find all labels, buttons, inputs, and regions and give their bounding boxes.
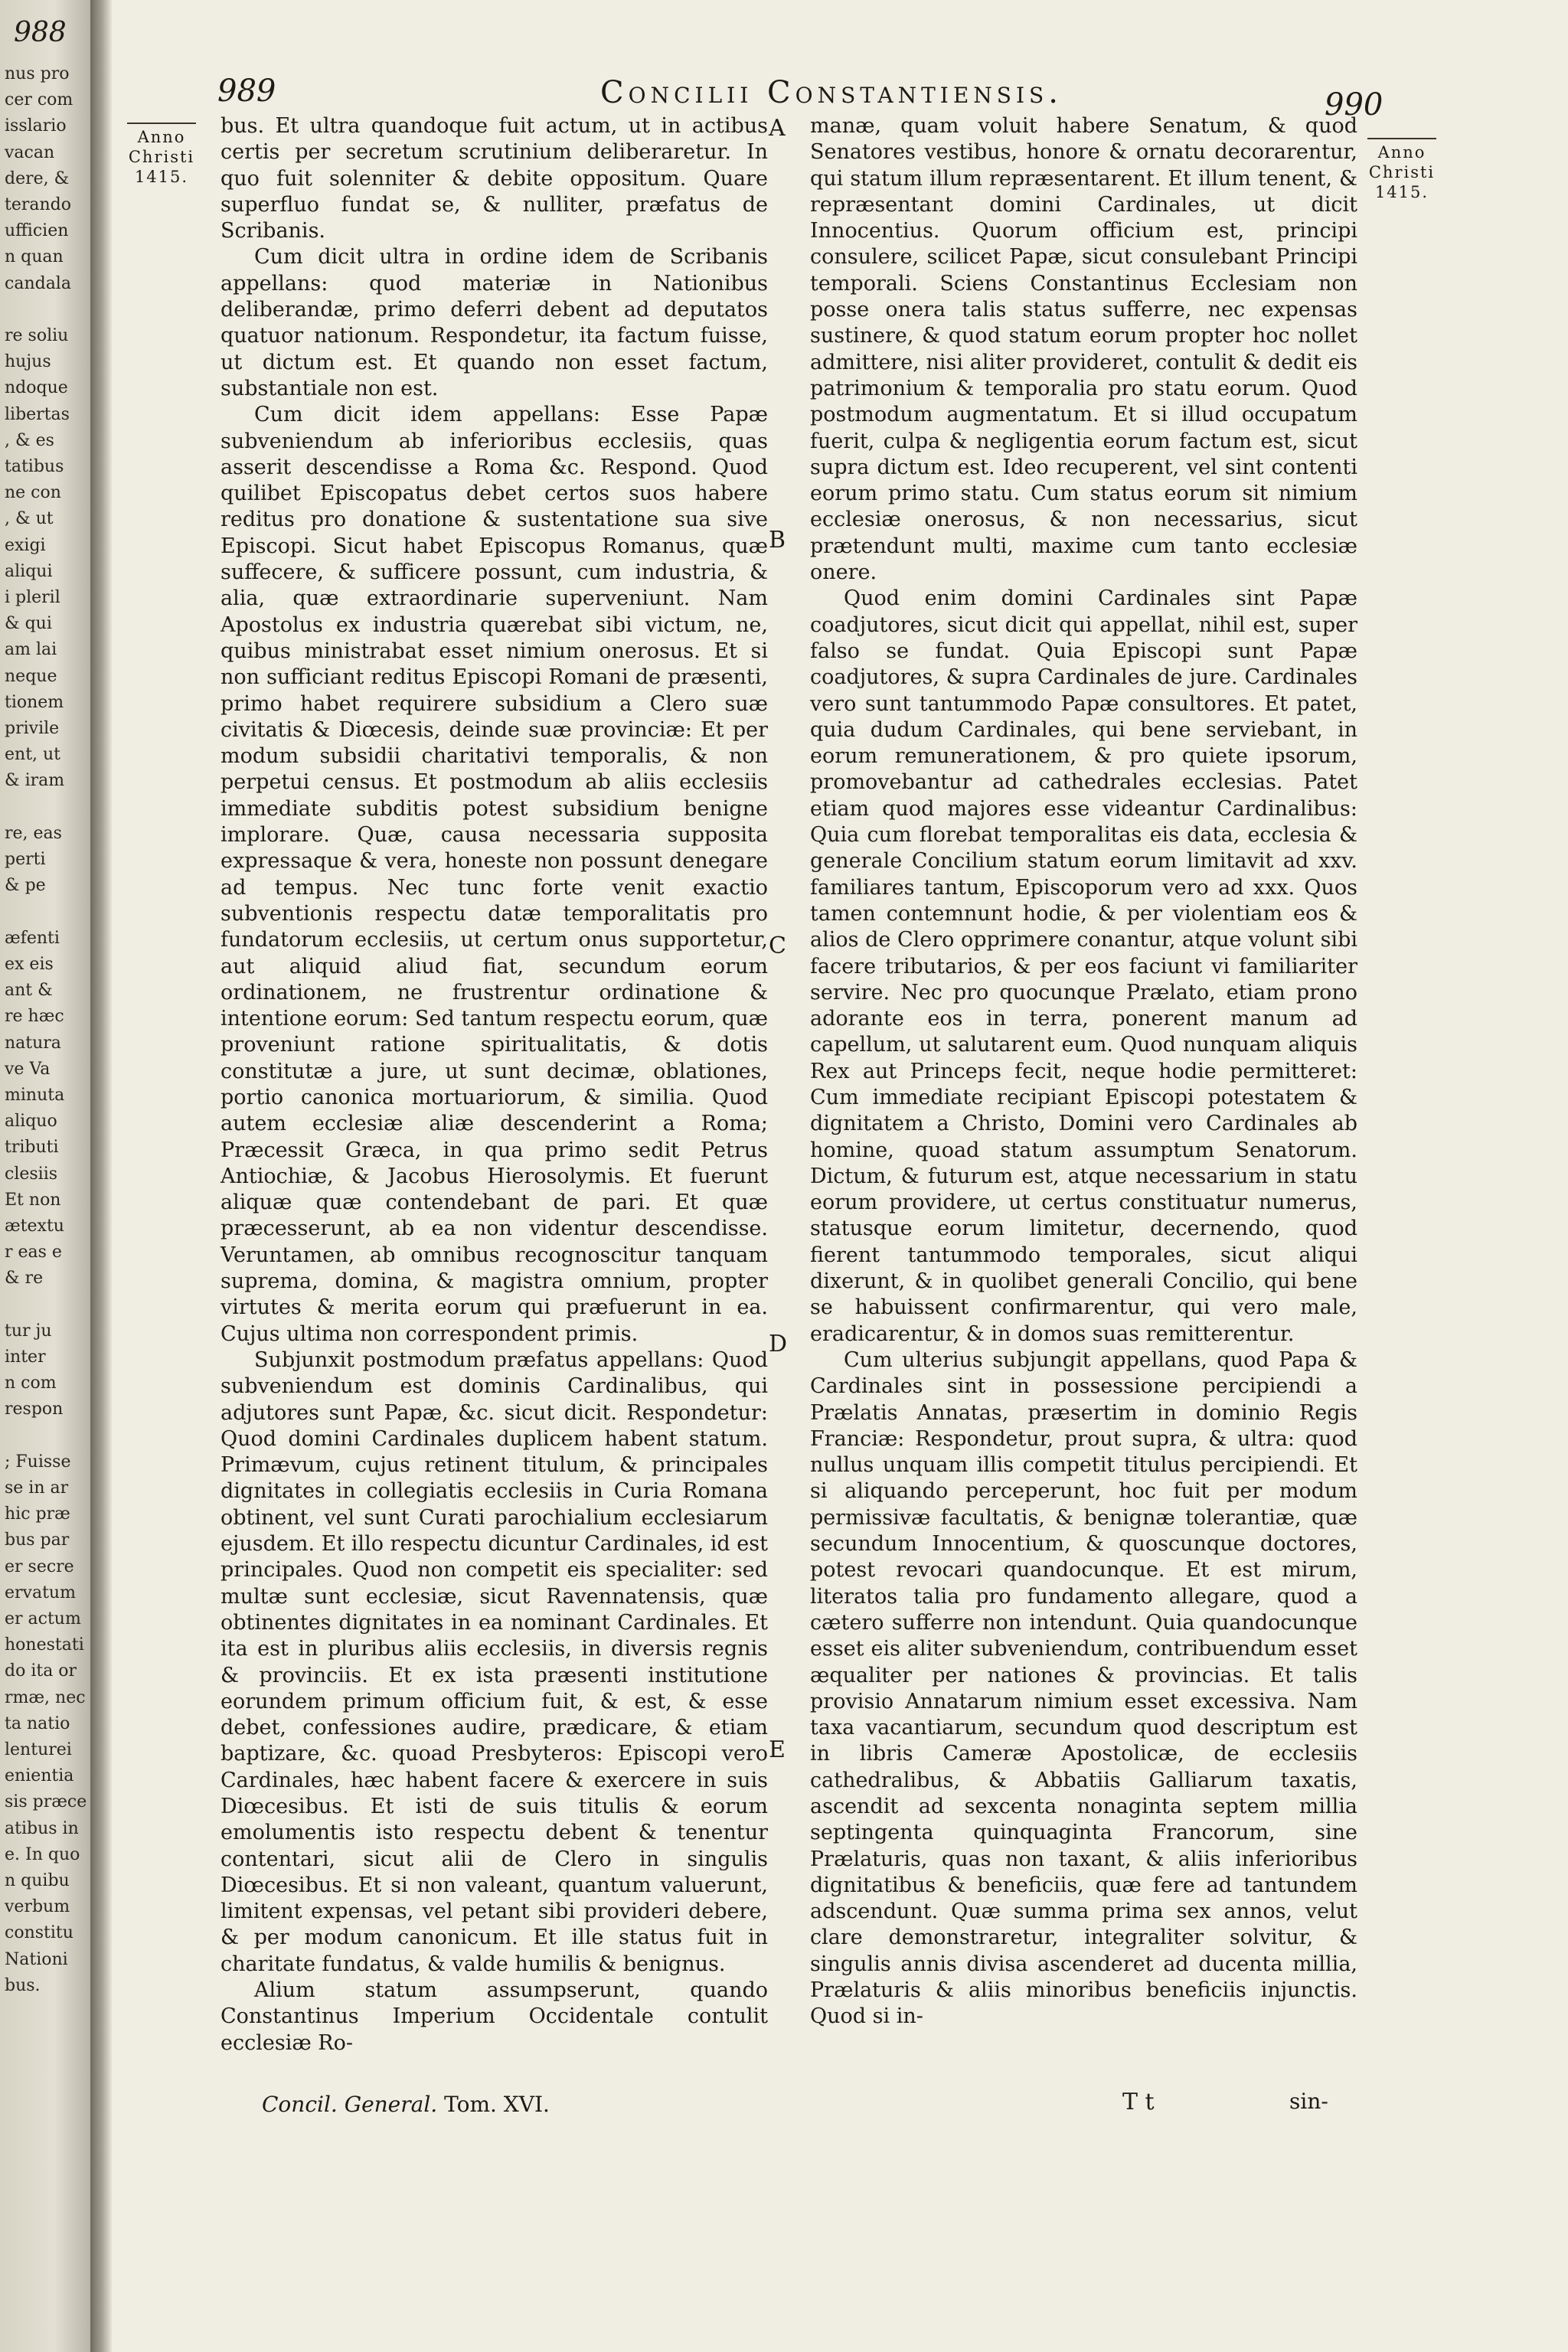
previous-page-fragment: ent, ut [5,745,61,765]
previous-page-fragment: inter [5,1347,46,1367]
previous-page-fragment: neque [5,666,57,686]
previous-page-fragment: ve Va [5,1059,51,1079]
previous-page-fragment: e. In quo [5,1844,80,1864]
previous-page-fragment: er secre [5,1557,74,1576]
previous-page-fragment: re, eas [5,823,62,843]
previous-page-fragment: ufficien [5,221,69,241]
previous-page-fragment: n quibu [5,1871,70,1891]
left-paragraph: Subjunxit postmodum præfatus appellans: Quod subveniendum est dominis Cardinalibus, qui adjutores sunt Papæ, &c. sicut dicit. Respondetur: Quod domini Cardinales duplicem habent statum. Primævum, cujus retinent titulum, & principales dignitates in collegiatis ecclesiis in Curia Romana obtinent, vel sunt Curati parochialium ecclesiarum ejusdem. Et illo respectu dicuntur Cardinales, id est principales. Quod non competit eis specialiter: sed multæ sunt ecclesiæ, sicut Ravennatensis, quæ obtinentes dignitates in ea nominant Cardinales. Et ita est in pluribus aliis ecclesiis, in diversis regnis & provinciis. Et ex ista præsenti institutione eorundem primum officium fuit, & est, & esse debet, confessiones audire, prædicare, & etiam baptizare, &c. quoad Presbyteros: Episcopi vero Cardinales, hæc habent facere & exercere in suis Diœcesibus. Et isti de suis titulis & eorum emolumentis isto respectu debent & tenentur contentari, sicut alii de Clero in singulis Diœcesibus. Et si non valeant, quantum valuerunt, limitent expensas, vel petant sibi provideri debere, & per modum canonicum. Et ille status fuit in charitate fundatus, & valde humilis & benignus. [220,1348,768,1976]
previous-page-fragment: tur ju [5,1321,52,1341]
previous-page-fragment: sis præce [5,1792,87,1812]
previous-page-fragment: æfenti [5,928,60,948]
previous-page-fragment: cer com [5,90,74,110]
folio-left: 989 [217,74,276,109]
previous-page-edge [0,0,90,2352]
signature-mark: T t [1122,2089,1155,2115]
folio-right: 990 [1325,87,1383,122]
previous-page-fragment: isslario [5,116,67,136]
previous-page-fragment: am lai [5,640,57,660]
right-text-column [810,113,1357,2030]
previous-page-fragment: ; Fuisse [5,1452,71,1472]
previous-page-fragment: Nationi [5,1949,68,1969]
previous-page-fragment: aliqui [5,561,53,581]
previous-page-text-fragments [5,61,87,1999]
previous-page-fragment: minuta [5,1085,65,1105]
previous-page-fragment: tributi [5,1138,59,1158]
previous-page-fragment: respon [5,1400,64,1419]
previous-page-fragment: ta natio [5,1713,70,1733]
previous-page-fragment: do ita or [5,1661,77,1681]
previous-page-fragment: clesiis [5,1164,58,1184]
book-gutter [90,0,112,2352]
previous-page-fragment [5,1292,81,1318]
previous-page-fragment: & re [5,1269,44,1289]
right-paragraph: Cum ulterius subjungit appellans, quod Papa & Cardinales sint in possessione percipiendi a Prælatis Annatas, præsertim in dominio Regis Franciæ: Respondetur, prout supra, & ultra: quod nullus unquam illis competit titulus percipiendi. Et si aliquando perceperunt, hoc fuit per modum permissivæ facultatis, & benignæ tolerantiæ, quæ secundum Innocentium, & quoscunque doctores, potest revocari quandocunque. Et est mirum, literatos talia pro fundamento allegare, quod a cætero sufferre non intendunt. Quia quandocunque esset eis aliter subveniendum, contribuendum esset æqualiter per nationes & provincias. Et talis provisio Annatarum nimium esset excessiva. Nam taxa vacantiarum, secundum quod descriptum est in libris Cameræ Apostolicæ, de ecclesiis cathedralibus, & Abbatiis Galliarum taxatis, ascendit ad sexcenta nonaginta septem millia septingenta quinquaginta Francorum, sine Prælaturis, quas non taxant, & aliis inferioribus dignitatibus & beneficiis, quæ fere ad tantundem adscendunt. Quæ summa prima sex annos, velut clare demonstraretur, integraliter solvitur, & singulis annis divisa ascenderet ad ducenta millia, Prælaturis & aliis minoribus beneficiis injunctis. Quod si in- [810,1348,1357,2029]
signature-line: Concil. General. Tom. XVI. [262,2092,550,2117]
anno-christi-left: Anno Christi 1415. [112,122,211,187]
previous-page-fragment: dere, & [5,168,70,188]
previous-page-fragment: ætextu [5,1216,64,1236]
previous-page-fragment: er actum [5,1609,81,1628]
previous-page-fragment: tatibus [5,457,64,477]
previous-page-fragment [5,1423,81,1449]
previous-page-fragment: & iram [5,771,65,791]
previous-page-fragment: Et non [5,1190,61,1210]
previous-page-fragment: privile [5,719,60,739]
previous-page-fragment: hic præ [5,1504,70,1524]
previous-page-fragment: candala [5,273,71,293]
previous-page-fragment: libertas [5,404,70,424]
previous-page-fragment: hujus [5,352,51,372]
previous-page-fragment: & pe [5,876,46,896]
previous-page-fragment: atibus in [5,1818,79,1838]
previous-page-fragment: constitu [5,1923,74,1943]
left-paragraph: Cum dicit ultra in ordine idem de Scribanis appellans: quod materiæ in Nationibus deliberandæ, primo deferri debent ad deputatos quatuor nationum. Respondetur, ita factum fuisse, ut dictum est. Et quando non esset factum, substantiale non est. [220,245,768,400]
previous-page-fragment [5,297,81,323]
previous-page-fragment: ndoque [5,378,68,398]
previous-page-fragment: honestati [5,1635,84,1655]
previous-page-fragment: aliquo [5,1112,57,1132]
previous-page-fragment: vacan [5,142,55,162]
page-spread [112,0,1568,2352]
previous-page-fragment: , & ut [5,509,54,529]
previous-page-fragment: n com [5,1374,57,1393]
running-header [112,67,1568,122]
previous-page-fragment: re hæc [5,1007,64,1027]
left-paragraph: Alium statum assumpserunt, quando Constantinus Imperium Occidentale contulit ecclesiæ Ro- [220,1978,768,2055]
previous-page-fragment: lenturei [5,1740,72,1759]
previous-page-fragment: ne con [5,483,61,503]
previous-page-fragment: , & es [5,430,54,450]
previous-page-fragment: ant & [5,981,53,1001]
previous-page-fragment: bus. [5,1975,41,1995]
section-marker-a: A [769,115,786,142]
section-marker-c: C [769,933,786,959]
section-marker-d: D [769,1331,788,1357]
previous-page-fragment: natura [5,1033,61,1053]
previous-page-fragment: ervatum [5,1583,76,1602]
previous-page-fragment: enientia [5,1766,74,1786]
previous-page-folio: 988 [14,17,67,48]
previous-page-fragment: nus pro [5,64,70,83]
right-paragraph: Quod enim domini Cardinales sint Papæ coadjutores, sicut dicit qui appellat, nihil est, super falso se fundat. Quia Episcopi sunt Papæ coadjutores, & supra Cardinales de jure. Cardinales vero sunt tantummodo Papæ consultores. Et patet, quia dudum Cardinales, qui bene serviebant, in eorum remunerationem, & pro quiete ipsorum, promovebantur ad cathedrales ecclesias. Patet etiam quod majores esse videantur Cardinalibus: Quia cum florebat temporalitas eis data, ecclesia & generale Concilium statum eorum limitavit ad xxv. familiares tantum, Episcoporum vero ad xxx. Quos tamen contemnunt hodie, & per violentiam eos & alios de Clero opprimere conantur, atque volunt sibi facere tributarios, & per eos faciunt vi familiariter servire. Nec pro quocunque Prælato, etiam prono adorante eos in terra, ponerent manum ad capellum, ut salutarent eum. Quod nunquam aliquis Rex aut Princeps fecit, neque hodie permitteret: Cum immediate recipiant Episcopi potestatem & dignitatem a Christo, Domini vero Cardinales ab homine, quoad statum assumptum Senatorum. Dictum, & futurum est, atque necessarium in statu eorum providere, ut certus constituatur numerus, statusque eorum limitetur, decernendo, quod fierent tantummodo temporales, sicut aliqui dixerunt, & in quolibet generali Concilio, qui bene se habuissent confirmarentur, qui vero male, eradicarentur, & in domos suas remitterentur. [810,586,1357,1346]
running-title: Concilii Constantiensis. [600,75,1063,110]
right-paragraph: manæ, quam voluit habere Senatum, & quod Senatores vestibus, honore & ornatu decorarentur, qui statum illum repræsentarent. Et illum tenent, & repræsentant domini Cardinales, ut dicit Innocentius. Quorum officium est, principi consulere, scilicet Papæ, sicut consulebant Principi temporali. Sciens Constantinus Ecclesiam non posse onera talis status sufferre, nec expensas sustinere, & quod statum eorum propter hoc nollet admittere, nisi aliter provideret, contulit & dedit eis patrimonium & temporalia pro statu eorum. Quod postmodum augmentatum. Et si illud occupatum fuerit, culpa & negligentia eorum factum est, sicut supra dictum est. Ideo recuperent, vel sint contenti eorum primo statu. Cum status eorum sit nimium ecclesiæ onerosus, & non necessarius, sicut prætendunt multi, maxime cum tanto ecclesiæ onere. [810,114,1357,585]
left-paragraph: Cum dicit idem appellans: Esse Papæ subveniendum ab inferioribus ecclesiis, quas asserit descendisse a Roma &c. Respond. Quod quilibet Episcopatus debet certos suos habere reditus pro donatione & sustentatione sua sive Episcopi. Sicut habet Episcopus Romanus, quæ suffecere, & sufficere possunt, cum industria, & alia, quæ extraordinarie superveniunt. Nam Apostolus ex industria quærebat sibi victum, ne, quibus ministrabat esset nimium onerosus. Et si non sufficiant reditus Episcopi Romani de præsenti, primo habet requirere subsidium a Clero suæ civitatis & Diœcesis, deinde suæ provinciæ: Et per modum subsidii charitativi temporalis, & non perpetui census. Et postmodum ab aliis ecclesiis immediate subditis potest subsidium benigne implorare. Quæ, causa necessaria supposita expressaque & vera, honeste non possunt denegare ad tempus. Nec tunc forte venit exactio subventionis respectu datæ temporalitatis pro fundatorum ecclesiis, ut certum onus supportetur, aut aliquid aliud fiat, secundum eorum ordinationem, ne frustrentur ordinatione & intentione eorum: Sed tantum respectu eorum, quæ proveniunt ratione spiritualitatis, & dotis constitutæ a jure, ut sunt decimæ, oblationes, portio canonica mortuariorum, & similia. Quod autem ecclesiæ aliæ descenderint a Roma; Præcessit Græca, in qua primo sedit Petrus Antiochiæ, & Jacobus Hierosolymis. Et fuerunt aliquæ quæ contendebant de pari. Et quæ præcesserunt, ab ea non videntur descendisse. Veruntamen, ab omnibus recognoscitur tanquam suprema, domina, & magistra omnium, propter virtutes & merita eorum qui præfuerunt in ea. Cujus ultima non correspondent primis. [220,403,768,1346]
previous-page-fragment: & qui [5,614,52,634]
previous-page-fragment: terando [5,195,71,215]
previous-page-fragment: i pleril [5,588,60,608]
previous-page-fragment: re soliu [5,326,69,346]
previous-page-fragment: exigi [5,535,46,555]
previous-page-fragment [5,900,81,926]
previous-page-fragment: tionem [5,692,64,712]
previous-page-fragment: verbum [5,1897,70,1917]
catchword: sin- [1289,2089,1328,2114]
left-paragraph: bus. Et ultra quandoque fuit actum, ut in actibus certis per secretum scrutinium deliberaretur. In quo fuit solenniter & debite oppositum. Quare superfluo fundat se, & nulliter, præfatus de Scribanis. [220,114,768,243]
previous-page-fragment: n quan [5,247,64,267]
anno-christi-right: Anno Christi 1415. [1337,138,1467,202]
left-text-column [220,113,768,2056]
section-marker-e: E [769,1736,786,1763]
previous-page-fragment: ex eis [5,954,54,974]
previous-page-fragment [5,795,81,821]
tome-number: Tom. XVI. [444,2092,550,2117]
previous-page-fragment: bus par [5,1530,70,1550]
previous-page-fragment: se in ar [5,1478,69,1498]
section-marker-b: B [769,527,786,554]
previous-page-fragment: rmæ, nec [5,1687,86,1707]
previous-page-fragment: r eas e [5,1243,62,1263]
previous-page-fragment: perti [5,850,46,870]
